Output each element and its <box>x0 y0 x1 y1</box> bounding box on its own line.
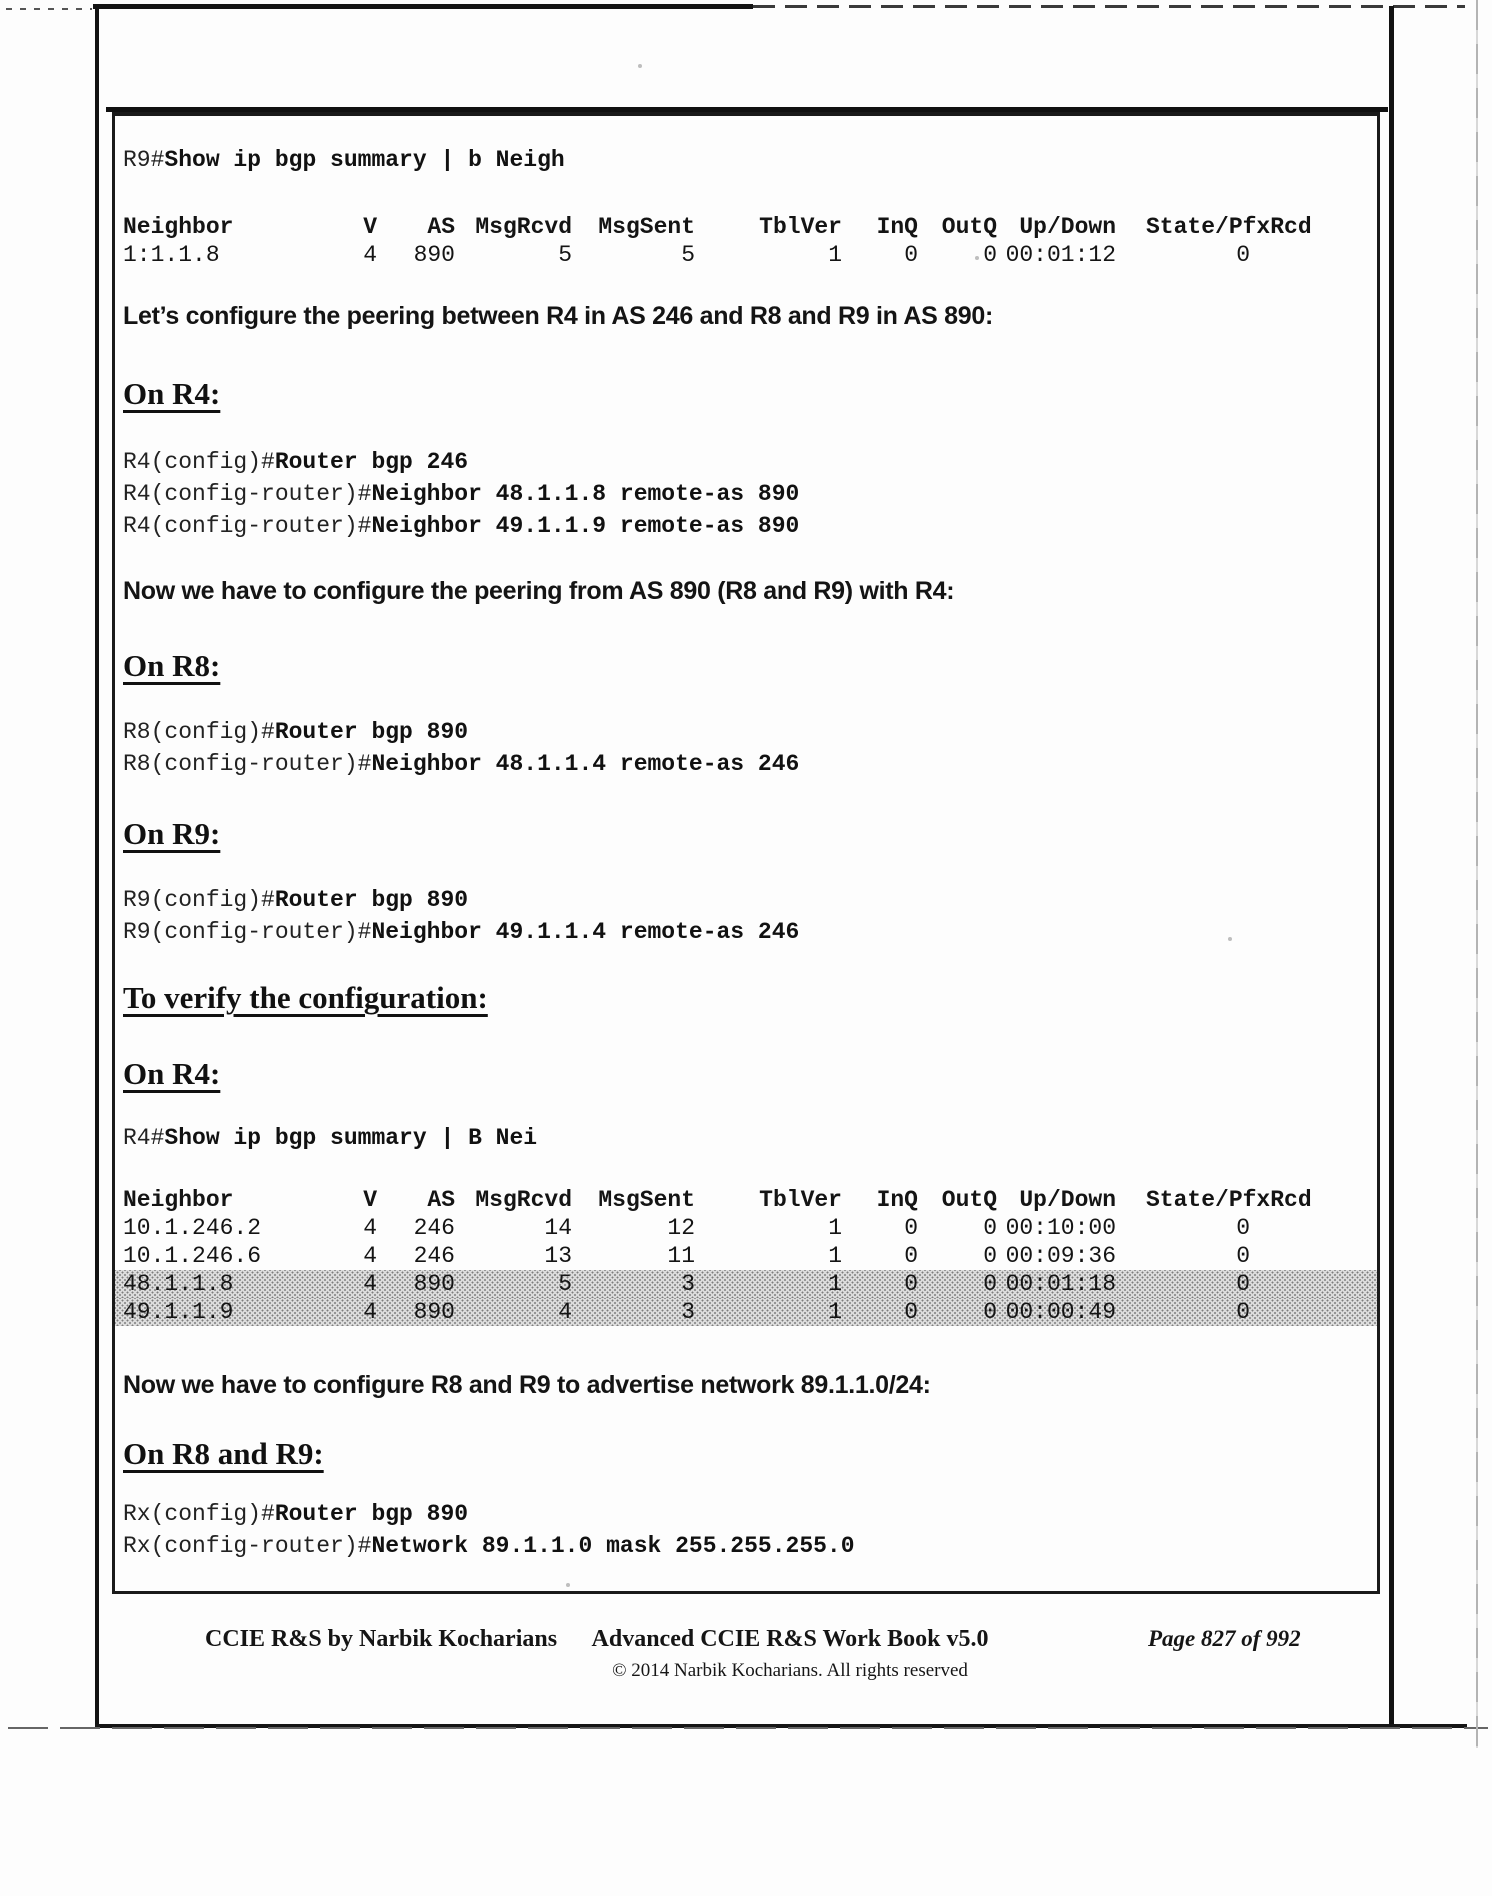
command-line-show-r4 <box>123 1124 1377 1152</box>
cell-msgrcvd: 5 <box>558 242 572 268</box>
cell-updown: 00:10:00 <box>1005 1215 1116 1241</box>
cell-updown: 00:01:12 <box>1005 242 1116 268</box>
heading-verify: To verify the configuration: <box>123 980 488 1015</box>
cell-as: 890 <box>413 1271 455 1297</box>
cli-prompt: R8(config-router)# <box>123 751 372 777</box>
footer-page-number: Page 827 of 992 <box>1148 1626 1301 1651</box>
scan-speck <box>638 64 642 68</box>
cell-state: 0 <box>1236 242 1250 268</box>
config-block-r9 <box>123 884 1377 948</box>
page-top-border-dashed <box>753 5 1465 8</box>
header-cell-as: AS <box>427 1187 455 1213</box>
cell-tblver: 1 <box>828 242 842 268</box>
cell-tblver: 1 <box>828 1299 842 1325</box>
command-line <box>123 510 1377 542</box>
table-row <box>115 241 1377 269</box>
cli-command: Show ip bgp summary | b Neigh <box>164 147 565 173</box>
heading-on-r9: On R9: <box>123 816 221 851</box>
cell-msgrcvd: 5 <box>558 1271 572 1297</box>
footer-book-title: Advanced CCIE R&S Work Book v5.0 <box>591 1626 989 1652</box>
header-cell-msgrcvd: MsgRcvd <box>475 1187 572 1213</box>
cli-prompt: R9(config-router)# <box>123 919 372 945</box>
content-border-box <box>112 112 1380 1594</box>
cli-prompt: R9# <box>123 147 165 173</box>
cell-v: 4 <box>363 1271 377 1297</box>
cell-v: 4 <box>363 242 377 268</box>
cell-outq: 0 <box>983 1215 997 1241</box>
scan-edge-trail <box>8 1727 1488 1729</box>
table-header-row <box>115 1186 1377 1214</box>
table-row <box>115 1242 1377 1270</box>
bgp-summary-table-r9 <box>115 213 1377 269</box>
table-header-row <box>115 213 1377 241</box>
command-line <box>123 916 1377 948</box>
cell-msgsent: 3 <box>681 1299 695 1325</box>
cli-prompt: R4(config-router)# <box>123 481 372 507</box>
table-row <box>115 1214 1377 1242</box>
cell-msgsent: 3 <box>681 1271 695 1297</box>
header-cell-outq: OutQ <box>941 214 997 240</box>
cli-prompt: Rx(config)# <box>123 1501 275 1527</box>
cell-msgsent: 12 <box>667 1215 695 1241</box>
cli-command: Neighbor 49.1.1.9 remote-as 890 <box>371 513 800 539</box>
cell-neighbor: 10.1.246.2 <box>123 1215 262 1241</box>
header-cell-tblver: TblVer <box>759 1187 842 1213</box>
page-left-border <box>95 6 99 1728</box>
cli-command: Neighbor 48.1.1.4 remote-as 246 <box>371 751 800 777</box>
command-line <box>123 884 1377 916</box>
cell-tblver: 1 <box>828 1215 842 1241</box>
cli-command: Network 89.1.1.0 mask 255.255.255.0 <box>371 1533 855 1559</box>
cli-prompt: R9(config)# <box>123 887 275 913</box>
cli-prompt: R4(config-router)# <box>123 513 372 539</box>
cell-as: 246 <box>413 1215 455 1241</box>
cli-command: Router bgp 890 <box>274 887 469 913</box>
command-line <box>123 478 1377 510</box>
cell-updown: 00:01:18 <box>1005 1271 1116 1297</box>
header-cell-neighbor: Neighbor <box>123 1187 234 1213</box>
header-cell-inq: InQ <box>876 214 918 240</box>
command-line-show-r9 <box>123 146 1377 174</box>
header-cell-tblver: TblVer <box>759 214 842 240</box>
footer-copyright: © 2014 Narbik Kocharians. All rights reserved <box>612 1660 968 1681</box>
cell-state: 0 <box>1236 1215 1250 1241</box>
table-row-highlighted <box>115 1270 1377 1298</box>
table-row-highlighted <box>115 1298 1377 1326</box>
paragraph-intro-peering: Let’s configure the peering between R4 in AS 246 and R8 and R9 in AS 890: <box>123 302 993 330</box>
header-cell-msgrcvd: MsgRcvd <box>475 214 572 240</box>
cli-command: Neighbor 49.1.1.4 remote-as 246 <box>371 919 800 945</box>
cli-prompt: R4(config)# <box>123 449 275 475</box>
cell-v: 4 <box>363 1243 377 1269</box>
cell-msgrcvd: 4 <box>558 1299 572 1325</box>
cell-inq: 0 <box>904 1215 918 1241</box>
cell-inq: 0 <box>904 242 918 268</box>
heading-on-r8-and-r9: On R8 and R9: <box>123 1436 324 1471</box>
command-line <box>123 446 1377 478</box>
cell-state: 0 <box>1236 1299 1250 1325</box>
cell-neighbor: 48.1.1.8 <box>123 1271 234 1297</box>
header-cell-msgsent: MsgSent <box>598 214 695 240</box>
header-cell-outq: OutQ <box>941 1187 997 1213</box>
cell-as: 890 <box>413 242 455 268</box>
config-block-r8 <box>123 716 1377 780</box>
scan-edge-faint-line <box>1476 0 1478 1748</box>
cell-inq: 0 <box>904 1243 918 1269</box>
cell-neighbor: 1:1.1.8 <box>123 242 220 268</box>
header-cell-updown: Up/Down <box>1019 214 1116 240</box>
config-block-rx <box>123 1498 1377 1562</box>
cell-updown: 00:09:36 <box>1005 1243 1116 1269</box>
header-cell-v: V <box>363 1187 377 1213</box>
cell-neighbor: 49.1.1.9 <box>123 1299 234 1325</box>
header-cell-msgsent: MsgSent <box>598 1187 695 1213</box>
cell-state: 0 <box>1236 1271 1250 1297</box>
cell-v: 4 <box>363 1299 377 1325</box>
cli-command: Router bgp 890 <box>274 719 469 745</box>
config-block-r4 <box>123 446 1377 542</box>
cell-state: 0 <box>1236 1243 1250 1269</box>
command-line <box>123 1530 1377 1562</box>
header-cell-as: AS <box>427 214 455 240</box>
footer-author: CCIE R&S by Narbik Kocharians <box>205 1626 558 1652</box>
cell-msgsent: 5 <box>681 242 695 268</box>
cell-msgrcvd: 14 <box>544 1215 572 1241</box>
header-cell-updown: Up/Down <box>1019 1187 1116 1213</box>
page-footer <box>0 1626 1492 1726</box>
cell-msgsent: 11 <box>667 1243 695 1269</box>
header-cell-inq: InQ <box>876 1187 918 1213</box>
cli-command: Show ip bgp summary | B Nei <box>164 1125 538 1151</box>
cell-as: 890 <box>413 1299 455 1325</box>
command-line <box>123 748 1377 780</box>
cli-command: Router bgp 246 <box>274 449 469 475</box>
cell-updown: 00:00:49 <box>1005 1299 1116 1325</box>
command-line <box>123 1498 1377 1530</box>
scan-edge-dots <box>6 8 92 10</box>
header-cell-v: V <box>363 214 377 240</box>
cli-command: Neighbor 48.1.1.8 remote-as 890 <box>371 481 800 507</box>
cell-tblver: 1 <box>828 1243 842 1269</box>
cell-outq: 0 <box>983 1271 997 1297</box>
page-right-border <box>1389 6 1394 1728</box>
paragraph-peering-as890: Now we have to configure the peering from AS 890 (R8 and R9) with R4: <box>123 577 955 605</box>
cli-prompt: R4# <box>123 1125 165 1151</box>
header-cell-neighbor: Neighbor <box>123 214 234 240</box>
bgp-summary-table-r4 <box>115 1186 1377 1326</box>
cell-as: 246 <box>413 1243 455 1269</box>
cell-tblver: 1 <box>828 1271 842 1297</box>
cell-outq: 0 <box>983 1243 997 1269</box>
cell-msgrcvd: 13 <box>544 1243 572 1269</box>
command-line <box>123 716 1377 748</box>
cell-v: 4 <box>363 1215 377 1241</box>
cli-prompt: Rx(config-router)# <box>123 1533 372 1559</box>
cell-outq: 0 <box>983 242 997 268</box>
footer-center <box>565 1626 1015 1682</box>
cell-inq: 0 <box>904 1299 918 1325</box>
heading-on-r4: On R4: <box>123 376 221 411</box>
cell-outq: 0 <box>983 1299 997 1325</box>
paragraph-advertise-network: Now we have to configure R8 and R9 to advertise network 89.1.1.0/24: <box>123 1371 931 1399</box>
header-cell-state: State/PfxRcd <box>1146 1187 1312 1213</box>
cell-inq: 0 <box>904 1271 918 1297</box>
page-top-border <box>93 4 753 9</box>
cell-neighbor: 10.1.246.6 <box>123 1243 262 1269</box>
heading-on-r4-verify: On R4: <box>123 1056 221 1091</box>
cli-command: Router bgp 890 <box>274 1501 469 1527</box>
cli-prompt: R8(config)# <box>123 719 275 745</box>
header-cell-state: State/PfxRcd <box>1146 214 1312 240</box>
heading-on-r8: On R8: <box>123 648 221 683</box>
